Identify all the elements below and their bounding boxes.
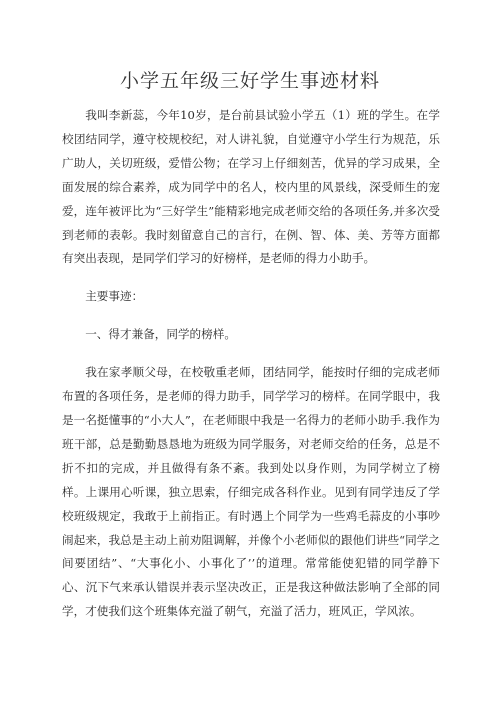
paragraph-spacer xyxy=(62,347,440,361)
document-body xyxy=(62,104,440,624)
paragraph-spacer xyxy=(62,309,440,323)
section-heading: 主要事迹： xyxy=(85,289,144,304)
paragraph-spacer xyxy=(62,271,440,285)
body-paragraph: 我在家孝顺父母，在校敬重老师，团结同学，能按时仔细的完成老师布置的各项任务，是老师的得力助手，同学学习的榜样。在同学眼中，我是一名挺懂事的“小大人”，在老师眼中我是一名得力的老师小助手.我作为班干部，总是勤勤恳恳地为班级为同学服务，对老师交给的任务，总是不折不扣的完成，并且做得有条不紊。我到处以身作则，为同学树立了榜样。上课用心听课，独立思索，仔细完成各科作业。见到有同学违反了学校班级规定，我敢于上前指正。有时遇上个同学为一些鸡毛蒜皮的小事吵闹起来，我总是主动上前劝阻调解，并像个小老师似的跟他们讲些“同学之间要团结”、“大事化小、小事化了’’的道理。常常能使犯错的同学静下心、沉下气来承认错误并表示坚决改正，正是我这种做法影响了全部的同学，才使我们这个班集体充溢了朝气，充溢了活力，班风正，学风浓。 xyxy=(62,365,440,619)
subheading-1: 一、得才兼备，同学的榜样。 xyxy=(85,327,236,342)
document-title: 小学五年级三好学生事迹材料 xyxy=(119,70,380,92)
intro-paragraph: 我叫李新蕊，今年10岁，是台前县试验小学五（1）班的学生。在学校团结同学，遵守校规校纪，对人讲礼貌，自觉遵守小学生行为规范，乐广助人，关切班级，爱惜公物；在学习上仔细刻苦，优异的学习成果，全面发展的综合素养，成为同学中的名人，校内里的风景线，深受师生的宠爱，连年被评比为“三好学生”能精彩地完成老师交给的各项任务,并多次受到老师的表彰。我时刻留意自己的言行，在例、智、体、美、芳等方面都有突出表现，是同学们学习的好榜样，是老师的得力小助手。 xyxy=(62,108,440,266)
